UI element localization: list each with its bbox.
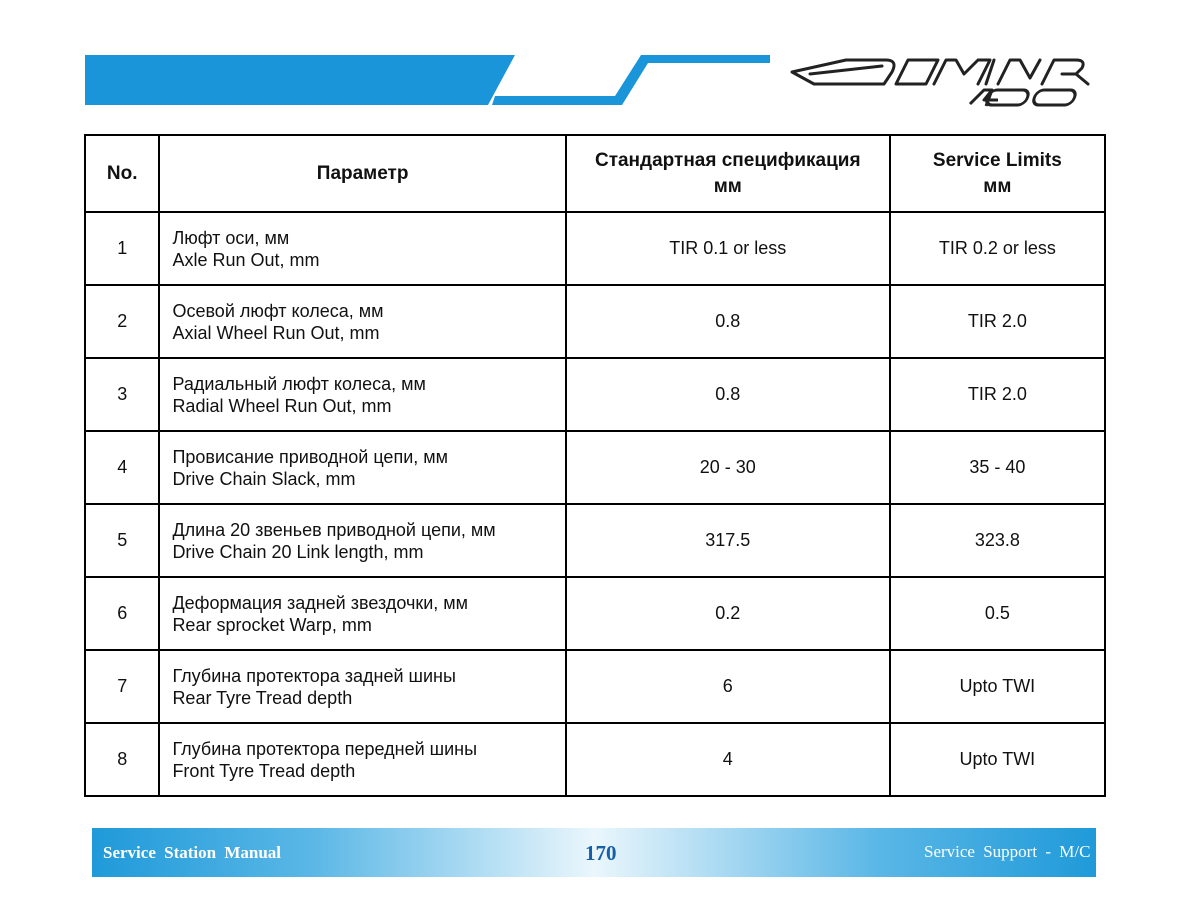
header-blue-stripe [492, 55, 770, 105]
param-en: Axial Wheel Run Out, mm [172, 322, 380, 343]
table-row [85, 723, 1105, 796]
table-row [85, 212, 1105, 285]
row-limit: TIR 0.2 or less [890, 212, 1105, 285]
row-limit: 323.8 [890, 504, 1105, 577]
row-number: 1 [85, 212, 159, 285]
row-parameter [159, 285, 565, 358]
row-number: 2 [85, 285, 159, 358]
row-limit: TIR 2.0 [890, 285, 1105, 358]
param-ru: Люфт оси, мм [172, 227, 290, 248]
header-no: No. [85, 135, 159, 212]
param-ru: Глубина протектора задней шины [172, 665, 456, 686]
param-ru: Радиальный люфт колеса, мм [172, 373, 426, 394]
row-standard: 317.5 [566, 504, 890, 577]
param-en: Axle Run Out, mm [172, 249, 320, 270]
table-row [85, 577, 1105, 650]
table-row [85, 504, 1105, 577]
param-ru: Провисание приводной цепи, мм [172, 446, 449, 467]
param-en: Radial Wheel Run Out, mm [172, 395, 392, 416]
row-parameter [159, 431, 565, 504]
row-parameter [159, 723, 565, 796]
row-number: 8 [85, 723, 159, 796]
row-number: 5 [85, 504, 159, 577]
row-standard: TIR 0.1 or less [566, 212, 890, 285]
param-en: Rear sprocket Warp, mm [172, 614, 372, 635]
row-parameter [159, 650, 565, 723]
row-number: 3 [85, 358, 159, 431]
row-parameter [159, 504, 565, 577]
header-blue-bar [85, 55, 515, 105]
row-standard: 4 [566, 723, 890, 796]
header-service-limits: Service Limits мм [890, 135, 1105, 212]
row-standard: 0.2 [566, 577, 890, 650]
table-row [85, 431, 1105, 504]
footer-department: Service Support - M/C [924, 842, 1091, 861]
param-ru: Деформация задней звездочки, мм [172, 592, 469, 613]
row-limit: Upto TWI [890, 650, 1105, 723]
param-ru: Глубина протектора передней шины [172, 738, 478, 759]
row-limit: TIR 2.0 [890, 358, 1105, 431]
table-row [85, 358, 1105, 431]
row-number: 7 [85, 650, 159, 723]
page-number: 170 [585, 841, 617, 865]
row-number: 4 [85, 431, 159, 504]
param-en: Drive Chain 20 Link length, mm [172, 541, 424, 562]
footer-manual-title: Service Station Manual [103, 843, 281, 862]
table-row [85, 285, 1105, 358]
dominar-400-logo [786, 52, 1108, 110]
param-ru: Длина 20 звеньев приводной цепи, мм [172, 519, 496, 540]
header-parameter: Параметр [159, 135, 565, 212]
page-footer [92, 828, 1096, 877]
row-parameter [159, 577, 565, 650]
param-en: Front Tyre Tread depth [172, 760, 356, 781]
row-parameter [159, 212, 565, 285]
row-parameter [159, 358, 565, 431]
table-header-row [85, 135, 1105, 212]
param-en: Drive Chain Slack, mm [172, 468, 356, 489]
param-ru: Осевой люфт колеса, мм [172, 300, 384, 321]
row-limit: 35 - 40 [890, 431, 1105, 504]
row-number: 6 [85, 577, 159, 650]
row-standard: 20 - 30 [566, 431, 890, 504]
row-limit: 0.5 [890, 577, 1105, 650]
spec-table [84, 134, 1106, 797]
row-limit: Upto TWI [890, 723, 1105, 796]
row-standard: 0.8 [566, 285, 890, 358]
row-standard: 6 [566, 650, 890, 723]
table-row [85, 650, 1105, 723]
header-standard-spec: Стандартная спецификация мм [566, 135, 890, 212]
row-standard: 0.8 [566, 358, 890, 431]
param-en: Rear Tyre Tread depth [172, 687, 353, 708]
